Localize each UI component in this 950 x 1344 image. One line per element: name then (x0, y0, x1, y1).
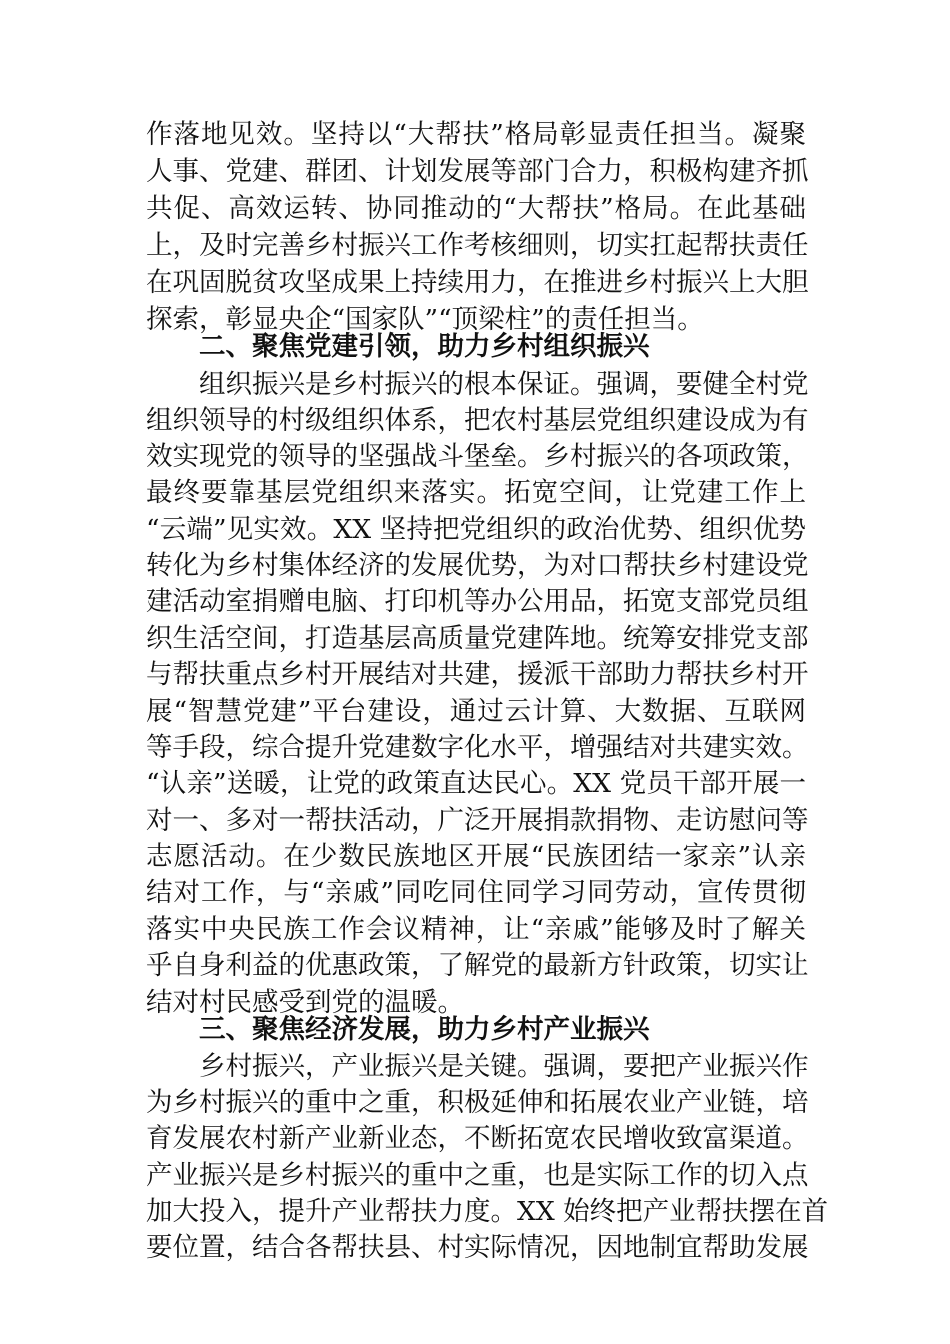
paragraph-line: 上，及时完善乡村振兴工作考核细则，切实扛起帮扶责任 (146, 230, 809, 261)
paragraph-line: 志愿活动。在少数民族地区开展“民族团结一家亲”认亲 (146, 841, 806, 872)
paragraph-line: 组织振兴是乡村振兴的根本保证。强调，要健全村党 (199, 369, 809, 400)
paragraph-line: 建活动室捐赠电脑、打印机等办公用品，拓宽支部党员组 (146, 586, 809, 617)
paragraph-line: 织生活空间，打造基层高质量党建阵地。统筹安排党支部 (146, 623, 809, 654)
paragraph-line: 育发展农村新产业新业态，不断拓宽农民增收致富渠道。 (146, 1123, 809, 1154)
paragraph-line: 产业振兴是乡村振兴的重中之重，也是实际工作的切入点 (146, 1160, 809, 1191)
paragraph-line: 转化为乡村集体经济的发展优势，为对口帮扶乡村建设党 (146, 550, 809, 581)
paragraph-line: 探索，彰显央企“国家队”“顶梁柱”的责任担当。 (146, 304, 704, 335)
paragraph-line: 乡村振兴，产业振兴是关键。强调，要把产业振兴作 (199, 1051, 809, 1082)
paragraph-line: 要位置，结合各帮扶县、村实际情况，因地制宜帮助发展 (146, 1232, 809, 1263)
paragraph-line: 乎自身利益的优惠政策，了解党的最新方针政策，切实让 (146, 950, 809, 981)
paragraph-line: 效实现党的领导的坚强战斗堡垒。乡村振兴的各项政策， (146, 441, 809, 472)
paragraph-line: 最终要靠基层党组织来落实。拓宽空间，让党建工作上 (146, 477, 806, 508)
paragraph-line: 加大投入，提升产业帮扶力度。XX 始终把产业帮扶摆在首 (146, 1196, 829, 1227)
paragraph-line: 对一、多对一帮扶活动，广泛开展捐款捐物、走访慰问等 (146, 805, 809, 836)
paragraph-line: 结对工作，与“亲戚”同吃同住同学习同劳动，宣传贯彻 (146, 877, 806, 908)
paragraph-line: 组织领导的村级组织体系，把农村基层党组织建设成为有 (146, 405, 809, 436)
paragraph-line: 共促、高效运转、协同推动的“大帮扶”格局。在此基础 (146, 193, 806, 224)
paragraph-line: “云端”见实效。XX 坚持把党组织的政治优势、组织优势 (146, 514, 806, 545)
paragraph-line: “认亲”送暖，让党的政策直达民心。XX 党员干部开展一 (146, 768, 806, 799)
paragraph-line: 落实中央民族工作会议精神，让“亲戚”能够及时了解关 (146, 914, 806, 945)
paragraph-line: 结对村民感受到党的温暖。 (146, 987, 464, 1018)
paragraph-line: 与帮扶重点乡村开展结对共建，援派干部助力帮扶乡村开 (146, 659, 809, 690)
section-heading-3: 三、聚焦经济发展，助力乡村产业振兴 (199, 1014, 650, 1045)
paragraph-line: 展“智慧党建”平台建设，通过云计算、大数据、互联网 (146, 696, 806, 727)
paragraph-line: 为乡村振兴的重中之重，积极延伸和拓展农业产业链，培 (146, 1087, 809, 1118)
paragraph-line: 等手段，综合提升党建数字化水平，增强结对共建实效。 (146, 732, 809, 763)
paragraph-line: 人事、党建、群团、计划发展等部门合力，积极构建齐抓 (146, 156, 809, 187)
paragraph-line: 在巩固脱贫攻坚成果上持续用力，在推进乡村振兴上大胆 (146, 267, 809, 298)
section-heading-2: 二、聚焦党建引领，助力乡村组织振兴 (199, 331, 650, 362)
paragraph-line: 作落地见效。坚持以“大帮扶”格局彰显责任担当。凝聚 (146, 119, 806, 150)
